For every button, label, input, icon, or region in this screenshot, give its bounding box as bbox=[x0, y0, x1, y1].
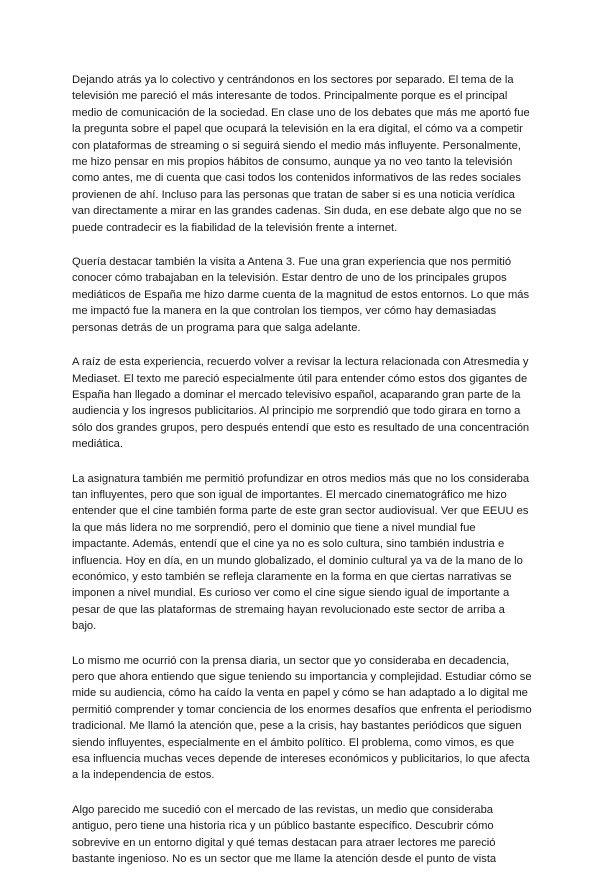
paragraph-daily-press: Lo mismo me ocurrió con la prensa diaria, un sector que yo consideraba en decadencia, pero que ahora entiendo que sigue teniendo su importancia y complejidad. Estudiar cómo se mide su audiencia, cómo ha caído la venta en papel y cómo se han adaptado a lo digital me permitió comprender y tomar conciencia de los enormes desafíos que enfrenta el periodismo tradicional. Me llamó la atención que, pese a la crisis, hay bastantes periódicos que siguen siendo influyentes, especialmente en el ámbito político. El problema, como vimos, es que esa influencia muchas veces depende de intereses económicos y publicitarios, lo que afecta a la independencia de estos. bbox=[72, 654, 532, 782]
paragraph-antena3-visit: Quería destacar también la visita a Antena 3. Fue una gran experiencia que nos permitió conocer cómo trabajaban en la televisión. Estar dentro de uno de los principales grupos mediáticos de España me hizo darme cuenta de la magnitud de estos entornos. Lo que más me impactó fue la manera en la que controlan los tiempos, ver cómo hay demasiadas personas detrás de un programa para que salga adelante. bbox=[72, 256, 530, 334]
paragraph-cinema-market: La asignatura también me permitió profundizar en otros medios más que no los consideraba tan influyentes, pero que son igual de importantes. El mercado cinematográfico me hizo entender que el cine también forma parte de este gran sector audiovisual. Ver que EEUU es la que más lidera no me sorprendió, pero el dominio que tiene a nivel mundial fue impactante. Además, entendí que el cine ya no es solo cultura, sino también industria e influencia. Hoy en día, en un mundo globalizado, el dominio cultural ya va de la mano de lo económico, y esto también se refleja claramente en la forma en que ciertas narrativas se imponen a nivel mundial. Es curioso ver como el cine sigue siendo igual de importante a pesar de que las plataformas de stremaing hayan revolucionado este sector de arriba a bajo. bbox=[72, 472, 530, 633]
paragraph-atresmedia-mediaset: A raíz de esta experiencia, recuerdo volver a revisar la lectura relacionada con Atresmedia y Mediaset. El texto me pareció especialmente útil para entender cómo estos dos gigantes de España han llegado a dominar el mercado televisivo español, acaparando gran parte de la audiencia y los ingresos publicitarios. Al principio me sorprendió que todo girara en torno a sólo dos grandes grupos, pero después entendí que esto es resultado de una concentración mediática. bbox=[72, 356, 530, 451]
body-text bbox=[72, 72, 532, 885]
paragraph-magazines: Algo parecido me sucedió con el mercado de las revistas, un medio que consideraba antiguo, pero tiene una historia rica y un público bastante específico. Descubrir cómo sobrevive en un entorno digital y qué temas destacan para atraer lectores me pareció bastante ingenioso. No es un sector que me llame la atención desde el punto de vista bbox=[72, 803, 497, 866]
paragraph-television: Dejando atrás ya lo colectivo y centrándonos en los sectores por separado. El tema de la televisión me pareció el más interesante de todos. Principalmente porque es el principal medio de comunicación de la sociedad. En clase uno de los debates que más me aportó fue la pregunta sobre el papel que ocupará la televisión en la era digital, el cómo va a competir con plataformas de streaming o si seguirá siendo el medio más influyente. Personalmente, me hizo pensar en mis propios hábitos de consumo, aunque ya no veo tanto la televisión como antes, me di cuenta que casi todos los contenidos informativos de las redes sociales provienen de ahí. Incluso para las personas que tratan de saber si es una noticia verídica van directamente a mirar en las grandes cadenas. Sin duda, en ese debate algo que no se puede contradecir es la fiabilidad de la televisión frente a internet. bbox=[72, 74, 530, 234]
